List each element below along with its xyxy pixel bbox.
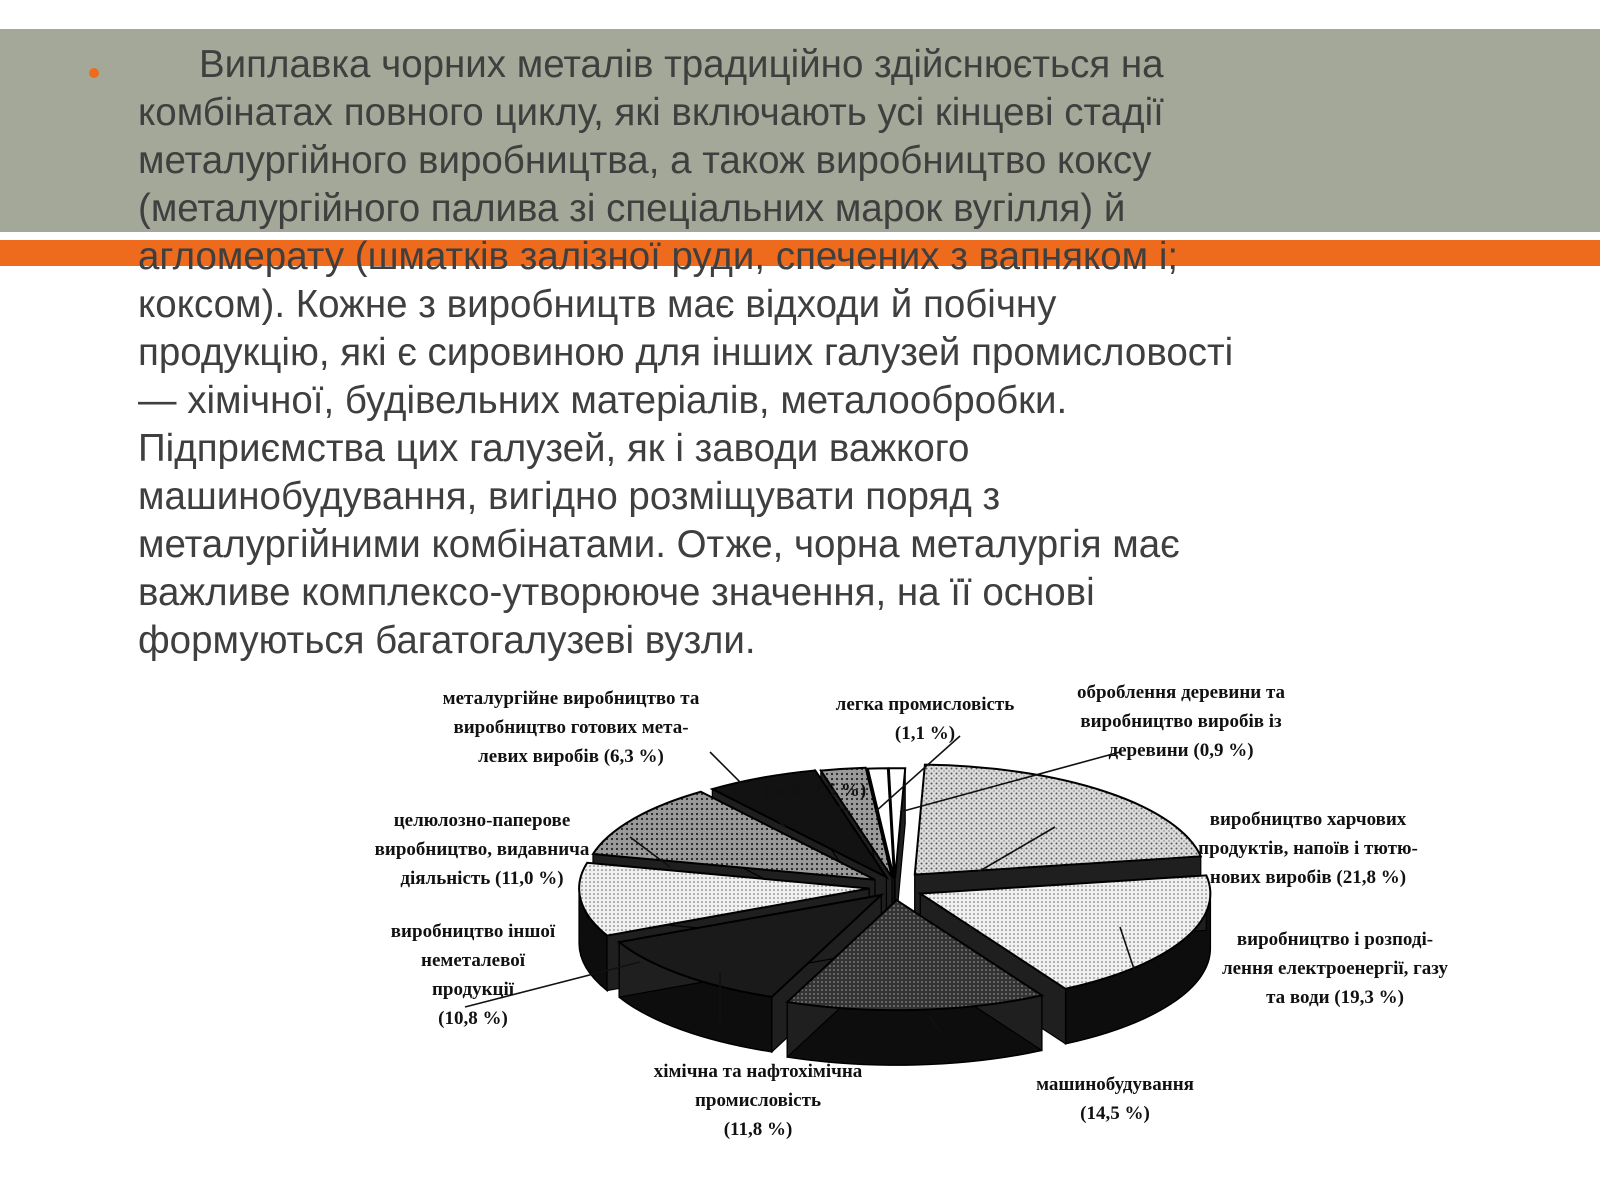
paragraph-line: формуються багатогалузеві вузли.	[138, 619, 756, 662]
slice-label: металургійне виробництво та виробництво готових мета-левих виробів (6,3 %)	[442, 688, 700, 767]
slice-label: виробництво іншої неметалевої продукції (10,8 %)	[390, 921, 556, 1029]
slice-label: хімічна та нафтохімічна промисловість (11,8 %)	[653, 1061, 863, 1140]
paragraph-line: металургійного виробництва, а також виробництво коксу	[138, 139, 1152, 182]
bullet-dot-icon	[89, 68, 99, 78]
paragraph-line: важливе комплексо-утворююче значення, на її основі	[138, 571, 1095, 614]
paragraph-line: агломерату (шматків залізної руди, спечених з вапняком і;	[138, 235, 1179, 278]
slice-label: машинобудування (14,5 %)	[1036, 1074, 1194, 1124]
slide-top-margin	[0, 0, 1600, 29]
slice-label: виробництво і розподі-лення електроенергії, газу та води (19,3 %)	[1221, 929, 1449, 1008]
paragraph-line: металургійними комбінатами. Отже, чорна металургія має	[138, 523, 1180, 566]
paragraph-line: коксом). Кожне з виробництв має відходи й побічну	[138, 283, 1057, 326]
pie-chart-svg	[340, 672, 1520, 1172]
paragraph-line: Виплавка чорних металів традиційно здійснюється на	[199, 43, 1164, 86]
paragraph-line: продукцію, які є сировиною для інших галузей промисловості	[138, 331, 1234, 374]
slice-label: інші (2,5 %)	[763, 780, 867, 801]
slice-label: целюлозно-паперове виробництво, видавнича діяльність (11,0 %)	[374, 810, 590, 889]
slice-label: виробництво харчових продуктів, напоїв і тютю-нових виробів (21,8 %)	[1198, 809, 1418, 888]
paragraph-line: машинобудування, вигідно розміщувати поряд з	[138, 475, 1001, 518]
paragraph-line: Підприємства цих галузей, як і заводи важкого	[138, 427, 970, 470]
slice-label: легка промисловість (1,1 %)	[835, 694, 1015, 744]
paragraph-line: — хімічної, будівельних матеріалів, металообробки.	[138, 379, 1068, 422]
paragraph-line: комбінатах повного циклу, які включають усі кінцеві стадії	[138, 91, 1164, 134]
slice-label: оброблення деревини та виробництво виробів із деревини (0,9 %)	[1076, 682, 1286, 761]
industry-share-pie-chart	[340, 672, 1520, 1172]
paragraph-line: (металургійного палива зі спеціальних марок вугілля) й	[138, 187, 1126, 230]
body-paragraph	[138, 41, 1428, 665]
